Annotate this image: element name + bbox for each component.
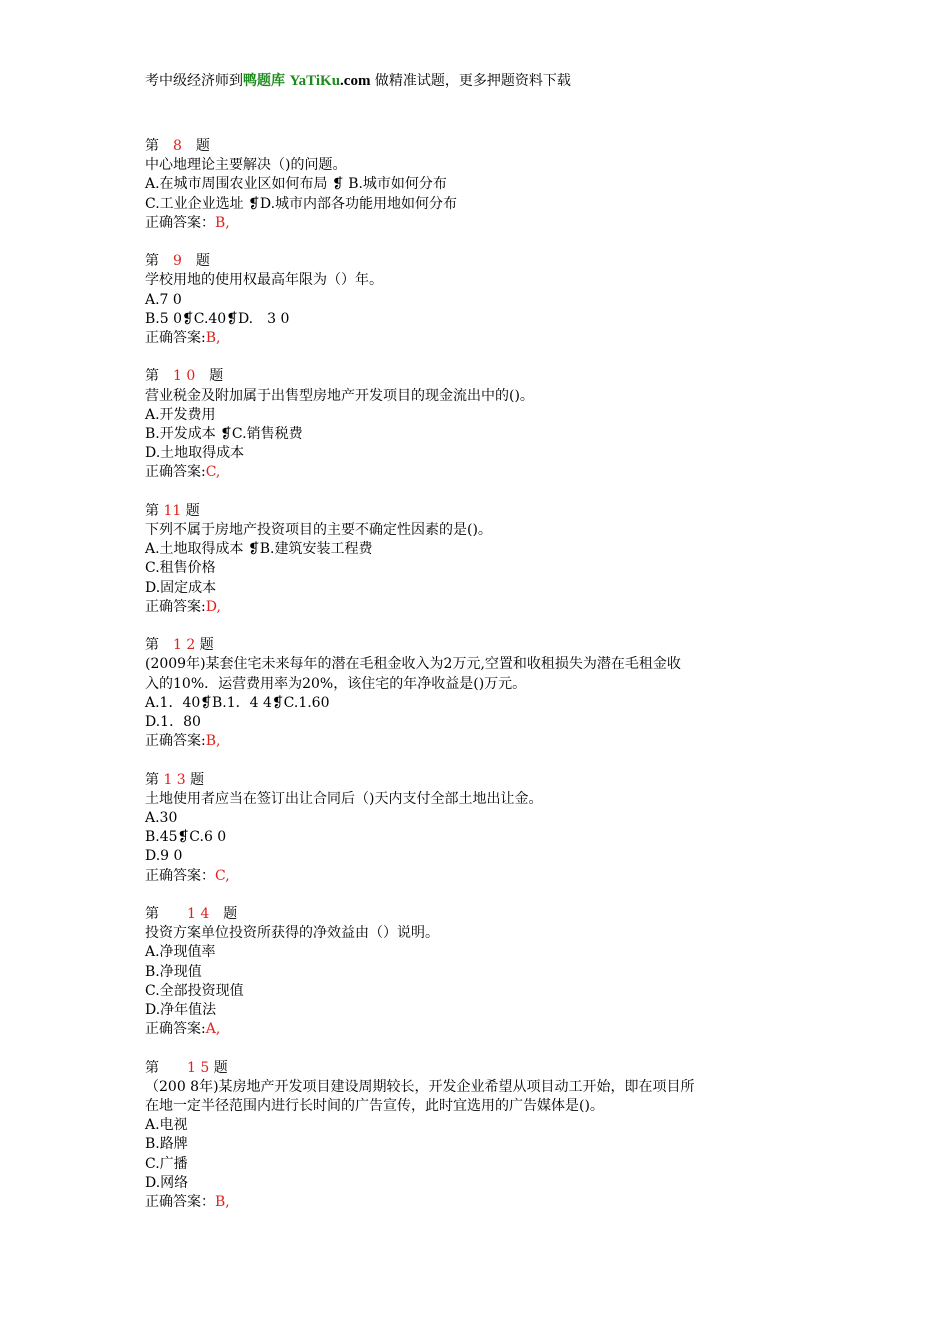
correct-answer-line [145,214,810,233]
correct-answer-value: B, [205,330,221,347]
correct-answer-value: D, [205,598,221,615]
correct-answer-line [145,598,810,617]
answer-option-line: B.45❡C.6 0 [145,829,227,846]
question-stem: 投资方案单位投资所获得的净效益由（）说明。 [145,925,439,942]
question-number: 1 2 [173,637,196,654]
correct-answer-label: 正确答案： [145,214,215,231]
question-number-line [145,252,810,271]
question-stem: 在地一定半径范围内进行长时间的广告宣传，此时宜选用的广告媒体是()。 [145,1098,604,1115]
question-number-prefix: 第 [145,771,164,788]
answer-option-line: A.7 0 [145,291,182,308]
correct-answer-value: C, [215,867,230,884]
question-stem: 营业税金及附加属于出售型房地产开发项目的现金流出中的()。 [145,387,534,404]
answer-option-line: C.广播 [145,1155,188,1172]
correct-answer-line [145,1193,810,1212]
answer-option-line: B.路牌 [145,1136,188,1153]
question-number-suffix: 题 [185,771,205,788]
question-number-prefix: 第 [145,253,173,270]
question-number-suffix: 题 [209,906,238,923]
question-number-line [145,905,810,924]
page-header [145,72,571,90]
answer-option-line: D.固定成本 [145,579,217,596]
answer-option-line: D.网络 [145,1174,189,1191]
question-number: 9 [173,253,182,270]
correct-answer-label: 正确答案： [145,1194,215,1211]
question-number-line [145,502,810,521]
question-number-prefix: 第 [145,1059,187,1076]
question-number: 1 5 [187,1059,210,1076]
question-block [145,905,810,1039]
header-suffix: 做精准试题，更多押题资料下载 [374,73,571,89]
question-number-prefix: 第 [145,502,164,519]
brand-name-en: YaTiKu [289,73,341,89]
answer-option-line: D.9 0 [145,848,183,865]
answer-option-line: D.1．80 [145,714,201,731]
answer-option-line: A.土地取得成本 ❡B.建筑安装工程费 [145,541,373,558]
answer-option-line: B.净现值 [145,963,202,980]
correct-answer-value: A, [205,1021,221,1038]
question-number: 11 [163,502,182,519]
question-stem: 入的10%．运营费用率为20%，该住宅的年净收益是()万元。 [145,675,527,692]
question-block [145,367,810,482]
answer-option-line: A.开发费用 [145,406,216,423]
question-number-line [145,367,810,386]
correct-answer-line [145,732,810,751]
question-stem: （200 8年)某房地产开发项目建设周期较长，开发企业希望从项目动工开始，即在项目所 [145,1078,695,1095]
question-number-line [145,771,810,790]
correct-answer-value: B, [205,733,221,750]
question-number: 1 3 [163,771,186,788]
question-number-suffix: 题 [181,253,210,270]
question-number: 1 0 [173,368,196,385]
answer-option-line: A.30 [145,810,178,827]
question-number-prefix: 第 [145,138,173,154]
answer-option-line: B.5 0❡C.40❡D. 3 0 [145,310,290,327]
correct-answer-value: C, [205,464,221,481]
answer-option-line: C.工业企业选址 ❡D.城市内部各功能用地如何分布 [145,195,458,212]
question-number-prefix: 第 [145,906,187,923]
question-number: 8 [173,138,182,154]
question-stem: 中心地理论主要解决（)的问题。 [145,157,347,174]
question-list [145,137,810,1212]
answer-option-line: D.净年值法 [145,1002,217,1019]
question-stem: 土地使用者应当在签订出让合同后（)天内支付全部土地出让金。 [145,790,543,807]
question-stem: (2009年)某套住宅未来每年的潜在毛租金收入为2万元,空置和收租损失为潜在毛租金收 [145,656,681,673]
question-block [145,1059,810,1213]
answer-option-line: A.1．40❡B.1．4 4❡C.1.60 [145,694,330,711]
answer-option-line: A.净现值率 [145,944,216,961]
correct-answer-label: 正确答案: [145,1021,206,1038]
question-number-line [145,1059,810,1078]
question-block [145,137,810,233]
correct-answer-label: 正确答案: [145,598,206,615]
question-number-suffix: 题 [195,368,224,385]
correct-answer-label: 正确答案: [145,464,206,481]
question-number-suffix: 题 [195,637,214,654]
question-number-suffix: 题 [181,502,200,519]
answer-option-line: A.电视 [145,1117,188,1134]
correct-answer-label: 正确答案: [145,733,206,750]
question-stem: 学校用地的使用权最高年限为（）年。 [145,272,383,289]
question-block [145,636,810,751]
header-prefix: 考中级经济师到 [145,73,243,89]
correct-answer-line [145,329,810,348]
question-block [145,252,810,348]
answer-option-line: A.在城市周围农业区如何布局 ❡ B.城市如何分布 [145,176,447,193]
question-number-line [145,636,810,655]
question-number: 1 4 [187,906,210,923]
question-number-suffix: 题 [209,1059,228,1076]
question-block [145,502,810,617]
brand-name-cn: 鸭题库 [243,73,285,89]
answer-option-line: C.租售价格 [145,560,216,577]
correct-answer-value: B, [215,1194,230,1211]
answer-option-line: B.开发成本 ❡C.销售税费 [145,426,303,443]
question-number-suffix: 题 [181,138,210,154]
correct-answer-label: 正确答案： [145,867,215,884]
correct-answer-line [145,1020,810,1039]
correct-answer-line [145,463,810,482]
question-number-prefix: 第 [145,637,173,654]
correct-answer-label: 正确答案: [145,330,206,347]
question-block [145,771,810,886]
correct-answer-line [145,867,810,886]
brand-domain-suffix: .com [340,73,371,89]
question-number-line [145,137,810,156]
answer-option-line: D.土地取得成本 [145,445,245,462]
question-number-prefix: 第 [145,368,173,385]
correct-answer-value: B, [215,214,230,231]
answer-option-line: C.全部投资现值 [145,982,244,999]
question-stem: 下列不属于房地产投资项目的主要不确定性因素的是()。 [145,522,492,539]
